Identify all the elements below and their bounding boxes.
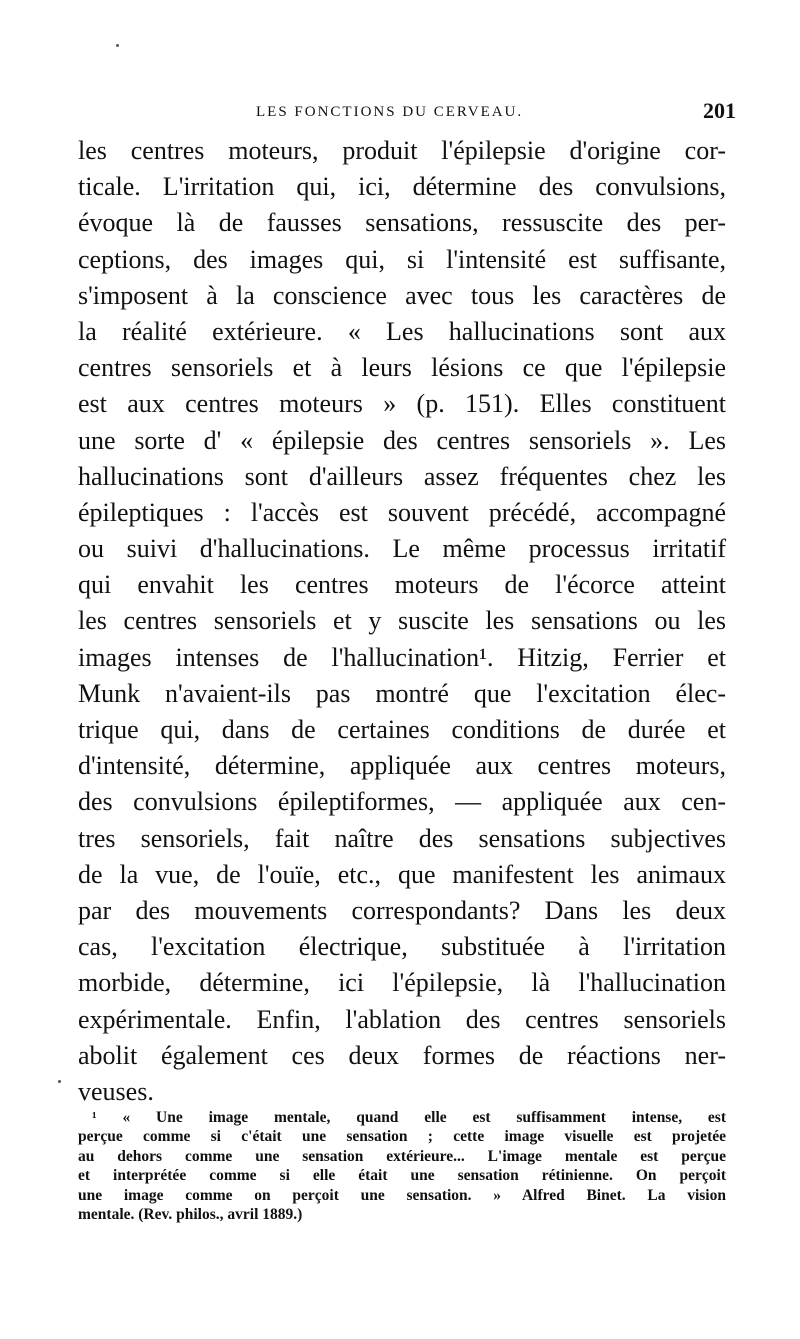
text-line: images intenses de l'hallucination¹. Hitzig, Ferrier et <box>78 642 726 672</box>
page-number: 201 <box>703 98 736 123</box>
text-line: abolit également ces deux formes de réactions ner- <box>78 1040 726 1070</box>
text-line: qui envahit les centres moteurs de l'écorce atteint <box>78 570 726 600</box>
text-line: tres sensoriels, fait naître des sensations subjectives <box>78 823 726 853</box>
running-head <box>78 98 738 128</box>
text-line: d'intensité, détermine, appliquée aux centres moteurs, <box>78 751 726 781</box>
text-line: épileptiques : l'accès est souvent précédé, accompagné <box>78 497 726 527</box>
footnote-line: ¹ « Une image mentale, quand elle est suffisamment intense, est <box>92 1109 726 1126</box>
text-line: une sorte d' « épilepsie des centres sensoriels ». Les <box>78 425 726 455</box>
text-line: s'imposent à la conscience avec tous les caractères de <box>78 280 726 310</box>
running-title: LES FONCTIONS DU CERVEAU. <box>256 104 524 120</box>
text-line: cas, l'excitation électrique, substituée à l'irritation <box>78 932 726 962</box>
text-line: morbide, détermine, ici l'épilepsie, là l'hallucination <box>78 968 726 998</box>
text-line: Munk n'avaient-ils pas montré que l'excitation élec- <box>78 678 726 708</box>
footnote-line: mentale. (Rev. philos., avril 1889.) <box>78 1205 303 1223</box>
text-line: hallucinations sont d'ailleurs assez fréquentes chez les <box>78 461 726 491</box>
ink-speck <box>58 1080 61 1083</box>
text-line: ceptions, des images qui, si l'intensité est suffisante, <box>78 244 726 274</box>
text-line: veuses. <box>78 1076 154 1106</box>
text-line: expérimentale. Enfin, l'ablation des centres sensoriels <box>78 1004 726 1034</box>
text-line: les centres moteurs, produit l'épilepsie d'origine cor- <box>78 136 726 165</box>
text-line: de la vue, de l'ouïe, etc., que manifestent les animaux <box>78 859 726 889</box>
text-line: les centres sensoriels et y suscite les sensations ou les <box>78 606 726 636</box>
ink-speck <box>116 44 119 47</box>
footnote-line: au dehors comme une sensation extérieure... L'image mentale est perçue <box>78 1147 726 1165</box>
text-line: des convulsions épileptiformes, — appliquée aux cen- <box>78 787 726 817</box>
text-line: ticale. L'irritation qui, ici, détermine des convulsions, <box>78 172 726 202</box>
body-text <box>78 133 726 1110</box>
text-line: évoque là de fausses sensations, ressuscite des per- <box>78 208 726 238</box>
text-line: est aux centres moteurs » (p. 151). Elles constituent <box>78 389 726 419</box>
footnote-line: une image comme on perçoit une sensation. » Alfred Binet. La vision <box>78 1186 726 1204</box>
text-line: ou suivi d'hallucinations. Le même processus irritatif <box>78 534 726 564</box>
footnote-line: et interprétée comme si elle était une sensation rétinienne. On perçoit <box>78 1167 726 1185</box>
footnote-line: perçue comme si c'était une sensation ; cette image visuelle est projetée <box>78 1128 726 1146</box>
text-line: centres sensoriels et à leurs lésions ce que l'épilepsie <box>78 353 726 383</box>
text-line: par des mouvements correspondants? Dans les deux <box>78 895 726 925</box>
text-line: la réalité extérieure. « Les hallucinations sont aux <box>78 316 726 346</box>
text-line: trique qui, dans de certaines conditions de durée et <box>78 715 726 744</box>
footnote <box>78 1108 726 1224</box>
